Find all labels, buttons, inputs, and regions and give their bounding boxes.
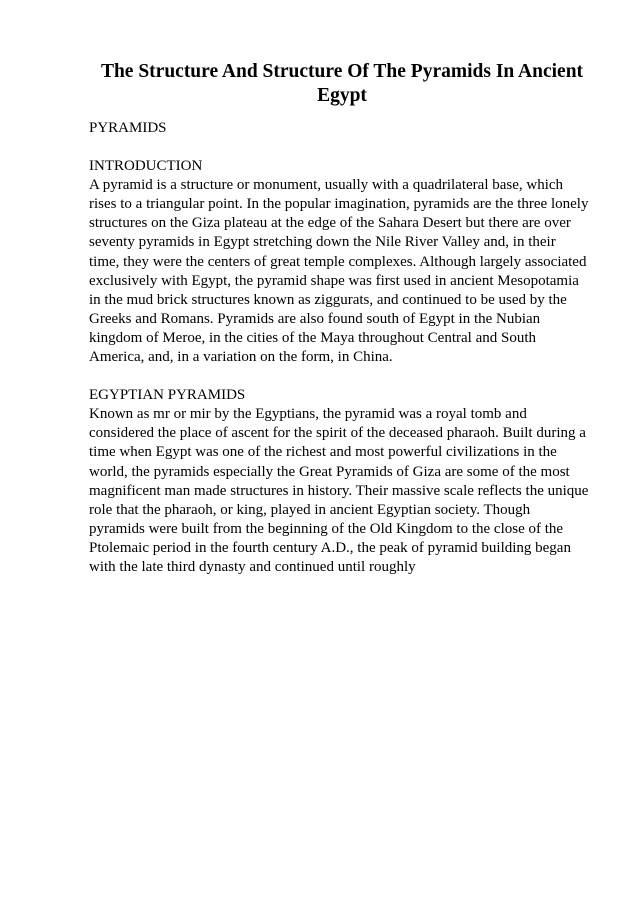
pyramids-label: PYRAMIDS [89, 120, 167, 136]
introduction-heading: INTRODUCTION [89, 158, 203, 175]
document-body [89, 119, 589, 577]
introduction-section [89, 157, 589, 367]
introduction-paragraph: A pyramid is a structure or monument, usually with a quadrilateral base, which rises to a triangular point. In the popular imagination, pyramids are the three lonely structures on the Giza plateau at the edge of the Sahara Desert but there are over seventy pyramids in Egypt stretching down the Nile River Valley and, in their time, they were the centers of great temple complexes. Although largely associated exclusively with Egypt, the pyramid shape was first used in ancient Mesopotamia in the mud brick structures known as ziggurats, and continued to be used by the Greeks and Romans. Pyramids are also found south of Egypt in the Nubian kingdom of Meroe, in the cities of the Maya throughout Central and South America, and, in a variation on the form, in China. [89, 177, 589, 366]
egyptian-pyramids-heading: EGYPTIAN PYRAMIDS [89, 387, 246, 404]
document-title: The Structure And Structure Of The Pyramids In Ancient Egypt [100, 61, 584, 106]
egyptian-pyramids-paragraph: Known as mr or mir by the Egyptians, the pyramid was a royal tomb and considered the place of ascent for the spirit of the deceased pharaoh. Built during a time when Egypt was one of the richest and most powerful civilizations in the world, the pyramids especially the Great Pyramids of Giza are some of the most magnificent man made structures in history. Their massive scale reflects the unique role that the pharaoh, or king, played in ancient Egyptian society. Though pyramids were built from the beginning of the Old Kingdom to the close of the Ptolemaic period in the fourth century A.D., the peak of pyramid building began with the late third dynasty and continued until roughly [89, 406, 589, 575]
egyptian-pyramids-section [89, 386, 589, 577]
